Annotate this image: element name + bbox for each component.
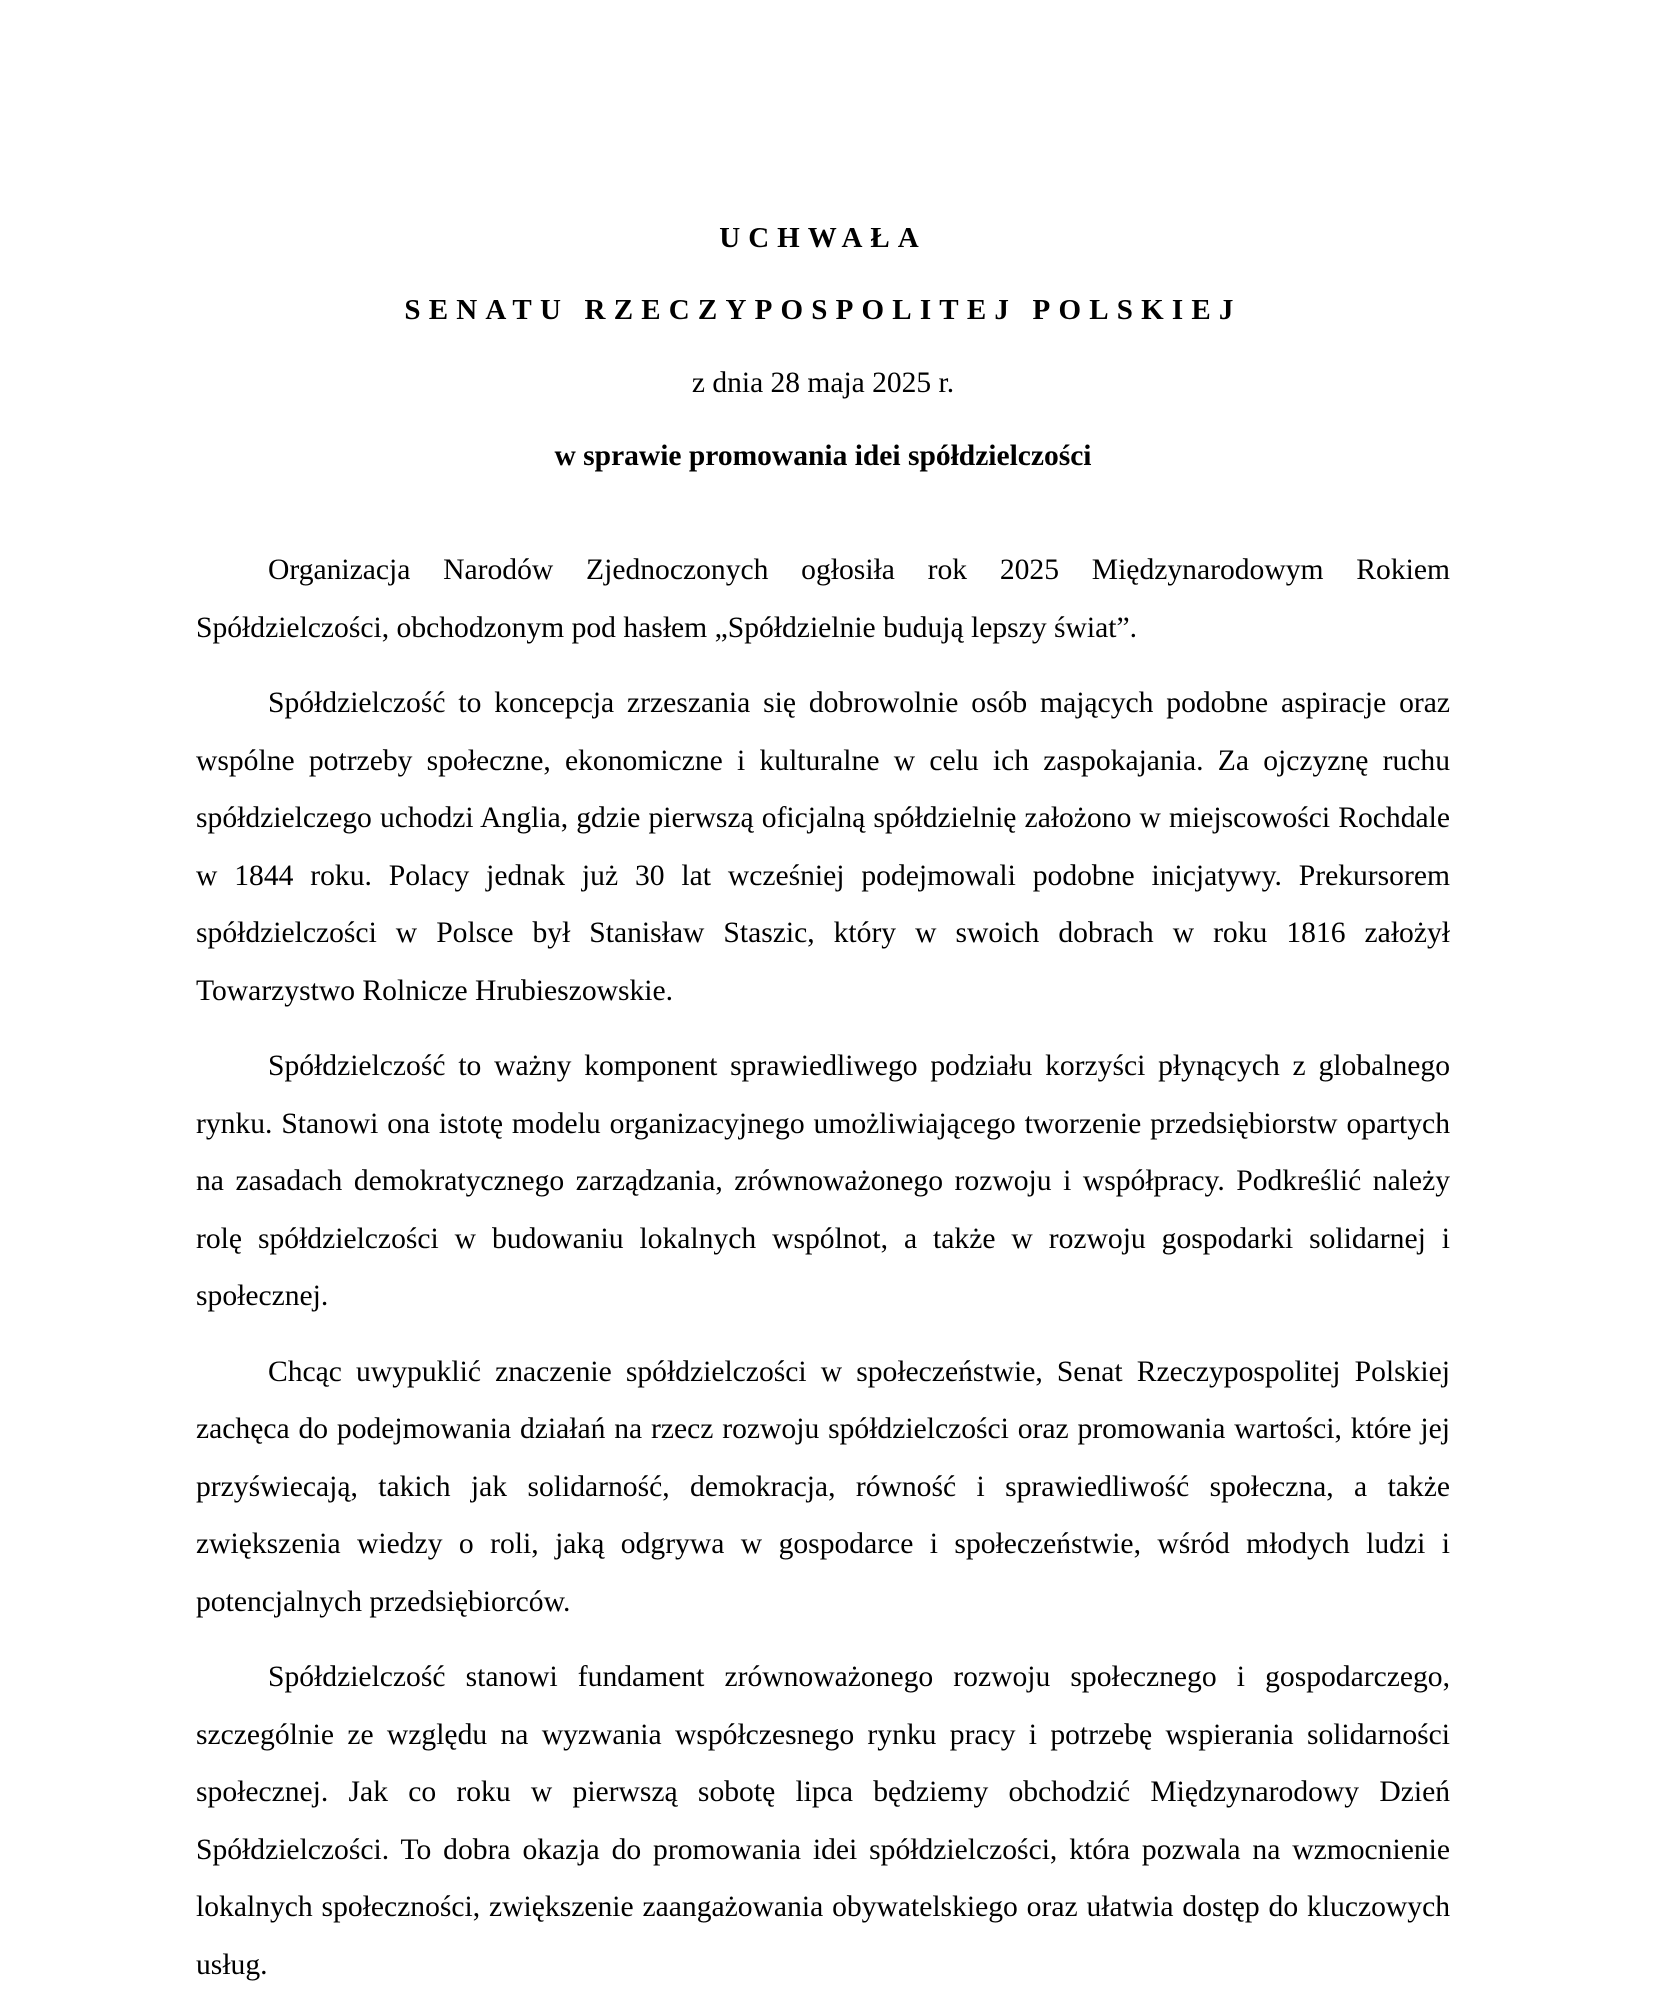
document-date: z dnia 28 maja 2025 r. bbox=[691, 367, 955, 399]
paragraph-2: Spółdzielczość to koncepcja zrzeszania się dobrowolnie osób mających podobne aspiracje oraz wspólne potrzeby społeczne, ekonomiczne i kulturalne w celu ich zaspokajania. Za ojczyznę ruchu spółdzielczego uchodzi Anglia, gdzie pierwszą oficjalną spółdzielnię założono w miejscowości Rochdale w 1844 roku. Polacy jednak już 30 lat wcześniej podejmowali podobne inicjatywy. Prekursorem spółdzielczości w Polsce był Stanisław Staszic, który w swoich dobrach w roku 1816 założył Towarzystwo Rolnicze Hrubieszowskie. bbox=[196, 687, 1450, 1007]
paragraph-1: Organizacja Narodów Zjednoczonych ogłosiła rok 2025 Międzynarodowym Rokiem Spółdzielczości, obchodzonym pod hasłem „Spółdzielnie budują lepszy świat”. bbox=[196, 554, 1450, 644]
paragraph-5: Spółdzielczość stanowi fundament zrównoważonego rozwoju społecznego i gospodarczego, szczególnie ze względu na wyzwania współczesnego rynku pracy i potrzebę wspierania solidarności społecznej. Jak co roku w pierwszą sobotę lipca będziemy obchodzić Międzynarodowy Dzień Spółdzielczości. To dobra okazja do promowania idei spółdzielczości, która pozwala na wzmocnienie lokalnych społeczności, zwiększenie zaangażowania obywatelskiego oraz ułatwia dostęp do kluczowych usług. bbox=[196, 1661, 1450, 1981]
paragraph-3: Spółdzielczość to ważny komponent sprawiedliwego podziału korzyści płynących z globalnego rynku. Stanowi ona istotę modelu organizacyjnego umożliwiającego tworzenie przedsiębiorstw opartych na zasadach demokratycznego zarządzania, zrównoważonego rozwoju i współpracy. Podkreślić należy rolę spółdzielczości w budowaniu lokalnych wspólnot, a także w rozwoju gospodarki solidarnej i społecznej. bbox=[196, 1050, 1450, 1312]
paragraph-4: Chcąc uwypuklić znaczenie spółdzielczości w społeczeństwie, Senat Rzeczypospolitej Polskiej zachęca do podejmowania działań na rzecz rozwoju spółdzielczości oraz promowania wartości, które jej przyświecają, takich jak solidarność, demokracja, równość i sprawiedliwość społeczna, a także zwiększenia wiedzy o roli, jaką odgrywa w gospodarce i społeczeństwie, wśród młodych ludzi i potencjalnych przedsiębiorców. bbox=[196, 1355, 1450, 1618]
document-issuer: SENATU RZECZYPOSPOLITEJ POLSKIEJ bbox=[404, 294, 1242, 326]
document-body bbox=[196, 542, 1450, 2012]
document-title: UCHWAŁA bbox=[719, 222, 927, 254]
document-subject: w sprawie promowania idei spółdzielczości bbox=[554, 440, 1092, 472]
